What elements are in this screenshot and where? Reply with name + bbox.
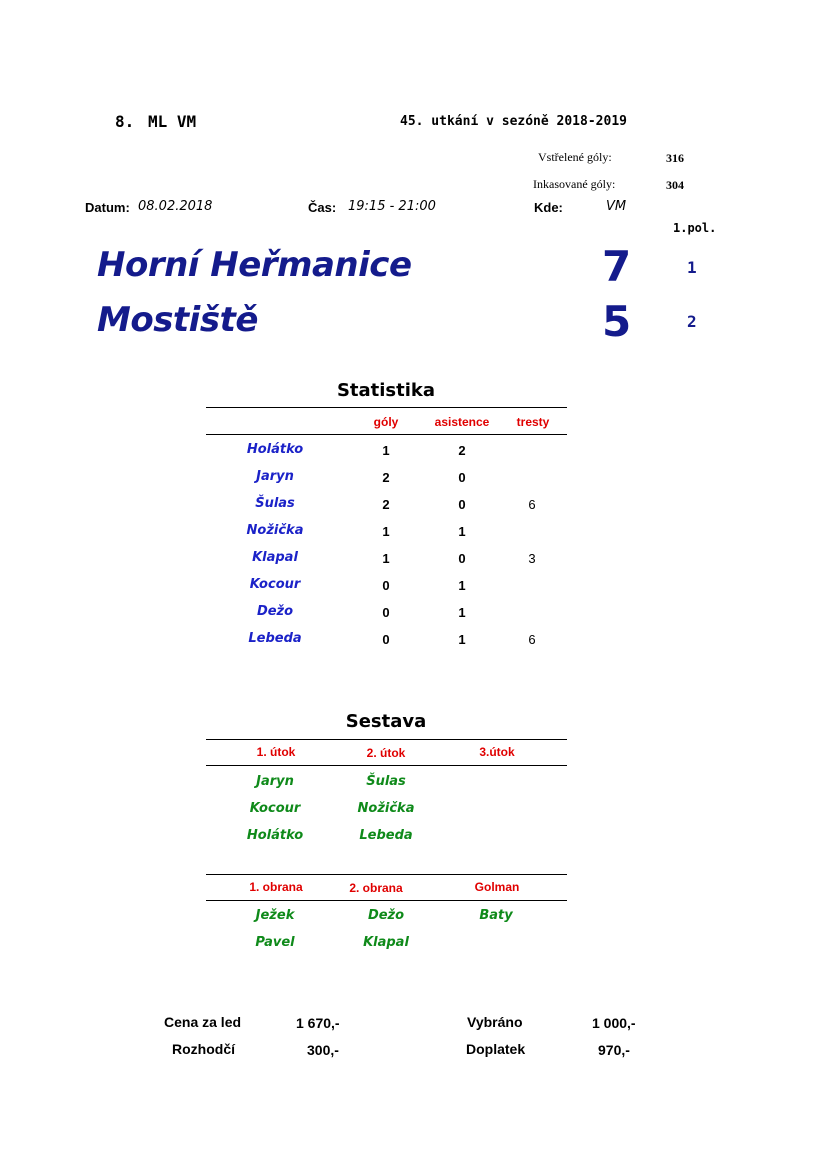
stats-assists: 1 (458, 632, 466, 647)
attack-header-2: 2. útok (366, 746, 406, 760)
defense-1-player: Pavel (255, 935, 295, 950)
attack-header-3: 3.útok (479, 745, 515, 759)
defense-2-player: Dežo (367, 908, 405, 923)
stats-header-rule (206, 434, 567, 435)
stats-player: Jaryn (256, 469, 294, 484)
stats-header-goals: góly (373, 415, 399, 429)
attack-header-rule (206, 765, 567, 766)
stats-assists: 0 (458, 470, 466, 485)
conceded-value: 304 (666, 178, 684, 192)
stats-penalties: 6 (528, 632, 536, 647)
stats-assists: 0 (458, 497, 466, 512)
away-team-score: 5 (602, 297, 632, 346)
stats-assists: 1 (458, 524, 466, 539)
scored-label: Vstřelené góly: (538, 150, 612, 164)
stats-assists: 0 (458, 551, 466, 566)
stats-player: Klapal (252, 550, 298, 565)
attack-2-player: Šulas (366, 774, 406, 789)
defense-header-1: 1. obrana (249, 880, 303, 894)
scored-value: 316 (666, 151, 684, 165)
stats-goals: 1 (382, 443, 390, 458)
stats-player: Nožička (246, 523, 304, 538)
ice-cost-value: 1 670,- (296, 1015, 340, 1031)
lineup-top-rule (206, 739, 567, 740)
goalie-header: Golman (474, 880, 520, 894)
defense-header-2: 2. obrana (349, 881, 403, 895)
period-label: 1.pol. (673, 221, 717, 235)
round-number: 8. (115, 112, 135, 131)
match-info: 45. utkání v sezóně 2018-2019 (400, 114, 627, 129)
attack-2-player: Lebeda (359, 828, 413, 843)
defense-header-rule (206, 900, 567, 901)
stats-top-rule (206, 407, 567, 408)
stats-goals: 2 (382, 497, 390, 512)
goalie-player: Baty (479, 908, 513, 923)
stats-title: Statistika (336, 380, 436, 401)
attack-1-player: Jaryn (256, 774, 294, 789)
stats-player: Kocour (249, 577, 301, 592)
collected-value: 1 000,- (592, 1015, 636, 1031)
stats-goals: 2 (382, 470, 390, 485)
time-label: Čas: (308, 200, 337, 215)
lineup-title: Sestava (345, 711, 427, 732)
place-value: VM (606, 199, 627, 214)
stats-assists: 1 (458, 605, 466, 620)
stats-player: Holátko (246, 442, 304, 457)
stats-assists: 2 (458, 443, 466, 458)
time-value: 19:15 - 21:00 (348, 199, 436, 214)
stats-penalties: 3 (528, 551, 536, 566)
attack-2-player: Nožička (357, 801, 415, 816)
referee-label: Rozhodčí (172, 1041, 235, 1057)
stats-goals: 1 (382, 524, 390, 539)
defense-top-rule (206, 874, 567, 875)
place-label: Kde: (534, 200, 563, 215)
stats-header-assists: asistence (434, 415, 490, 429)
defense-1-player: Ježek (255, 908, 295, 923)
stats-header-penalties: tresty (516, 415, 550, 429)
referee-value: 300,- (307, 1042, 339, 1058)
stats-goals: 1 (382, 551, 390, 566)
defense-2-player: Klapal (363, 935, 409, 950)
league-name: ML VM (148, 112, 197, 131)
extra-payment-label: Doplatek (466, 1041, 526, 1057)
away-team-name: Mostiště (97, 300, 258, 340)
collected-label: Vybráno (467, 1014, 523, 1030)
attack-1-player: Kocour (249, 801, 301, 816)
home-team-score: 7 (602, 242, 632, 291)
attack-1-player: Holátko (246, 828, 304, 843)
stats-penalties: 6 (528, 497, 536, 512)
stats-assists: 1 (458, 578, 466, 593)
stats-player: Lebeda (248, 631, 302, 646)
stats-goals: 0 (382, 632, 390, 647)
date-value: 08.02.2018 (138, 199, 213, 214)
stats-goals: 0 (382, 578, 390, 593)
home-team-name: Horní Heřmanice (97, 245, 412, 285)
conceded-label: Inkasované góly: (533, 177, 616, 191)
home-team-period-score: 1 (687, 258, 697, 277)
away-team-period-score: 2 (687, 312, 697, 331)
ice-cost-label: Cena za led (164, 1014, 242, 1030)
attack-header-1: 1. útok (256, 745, 296, 759)
stats-player: Dežo (256, 604, 294, 619)
stats-player: Šulas (255, 496, 295, 511)
extra-payment-value: 970,- (598, 1042, 630, 1058)
date-label: Datum: (85, 200, 130, 215)
stats-goals: 0 (382, 605, 390, 620)
